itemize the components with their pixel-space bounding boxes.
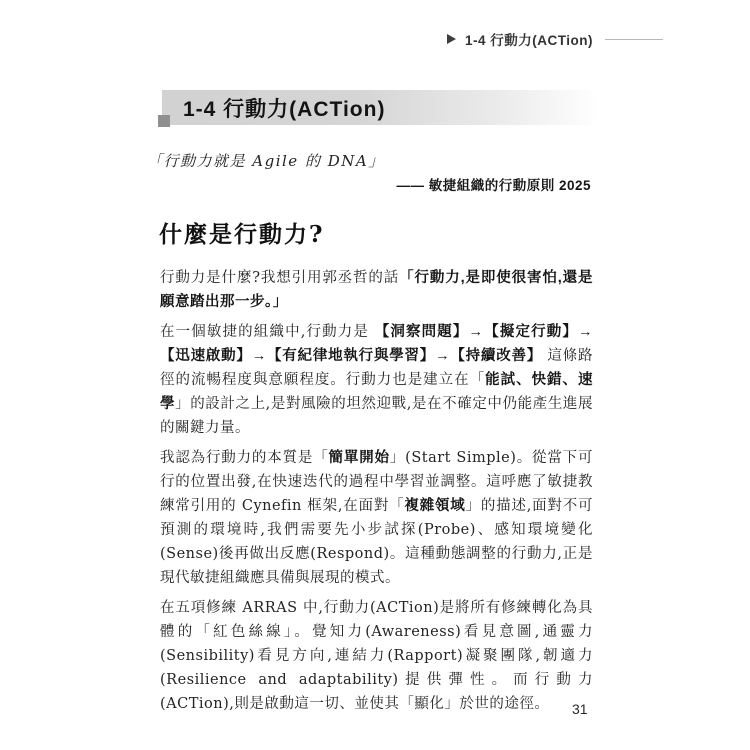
running-head-rule [605, 39, 663, 40]
section-title: 1-4 行動力(ACTion) [183, 97, 386, 121]
text-run: 在五項修練 ARRAS 中,行動力(ACTion)是將所有修練轉化為具體的「紅色絲線」。覺知力(Awareness)看見意圖,通靈力(Sensibility)看見方向,連結力(Rapport)凝聚團隊,韌適力(Resilience and adaptability)提供彈性。而行動力(ACTion),則是啟動這一切、並使其「顯化」於世的途徑。 [160, 600, 593, 712]
paragraph [160, 320, 593, 440]
epigraph-attribution: —— 敏捷組織的行動原則 2025 [396, 178, 591, 193]
emphasis-run: 「行動力,是即使很害怕,還是願意踏出那一步。」 [160, 270, 593, 310]
section-title-banner [162, 90, 600, 125]
text-run: 在一個敏捷的組織中,行動力是 [160, 324, 375, 340]
text-run: 我認為行動力的本質是「 [160, 450, 329, 466]
epigraph-quote: 「行動力就是 Agile 的 DNA」 [147, 152, 385, 170]
emphasis-run: 簡單開始 [328, 450, 390, 466]
body-text [160, 266, 593, 722]
paragraph [160, 266, 593, 314]
emphasis-run: 複雜領域 [404, 498, 466, 514]
subsection-heading: 什麼是行動力? [159, 221, 325, 248]
text-run: 」的設計之上,是對風險的坦然迎戰,是在不確定中仍能產生進展的關鍵力量。 [160, 396, 594, 436]
triangle-bullet-icon [447, 34, 456, 44]
text-run: 」的描述,面對不可預測的環境時,我們需要先小步試探(Probe)、感知環境變化(Sense)後再做出反應(Respond)。這種動態調整的行動力,正是現代敏捷組織應具備與展現的模式。 [160, 498, 593, 586]
emphasis-run: 【洞察問題】→【擬定行動】→【迅速啟動】→【有紀律地執行與學習】→【持續改善】 [160, 324, 594, 364]
running-head-label: 1-4 行動力(ACTion) [465, 33, 593, 48]
page-header [447, 29, 663, 49]
banner-corner-square [158, 115, 170, 127]
paragraph [160, 446, 593, 590]
paragraph [160, 596, 593, 716]
emphasis-run: 能試、快錯、速學 [160, 372, 593, 412]
text-run: 這條路徑的流暢程度與意願程度。行動力也是建立在「 [160, 348, 594, 388]
text-run: 行動力是什麼?我想引用郭丞哲的話 [160, 270, 400, 286]
page-number: 31 [572, 701, 588, 717]
text-run: 」(Start Simple)。從當下可行的位置出發,在快速迭代的過程中學習並調整。這呼應了敏捷教練常引用的 Cynefin 框架,在面對「 [160, 450, 594, 514]
